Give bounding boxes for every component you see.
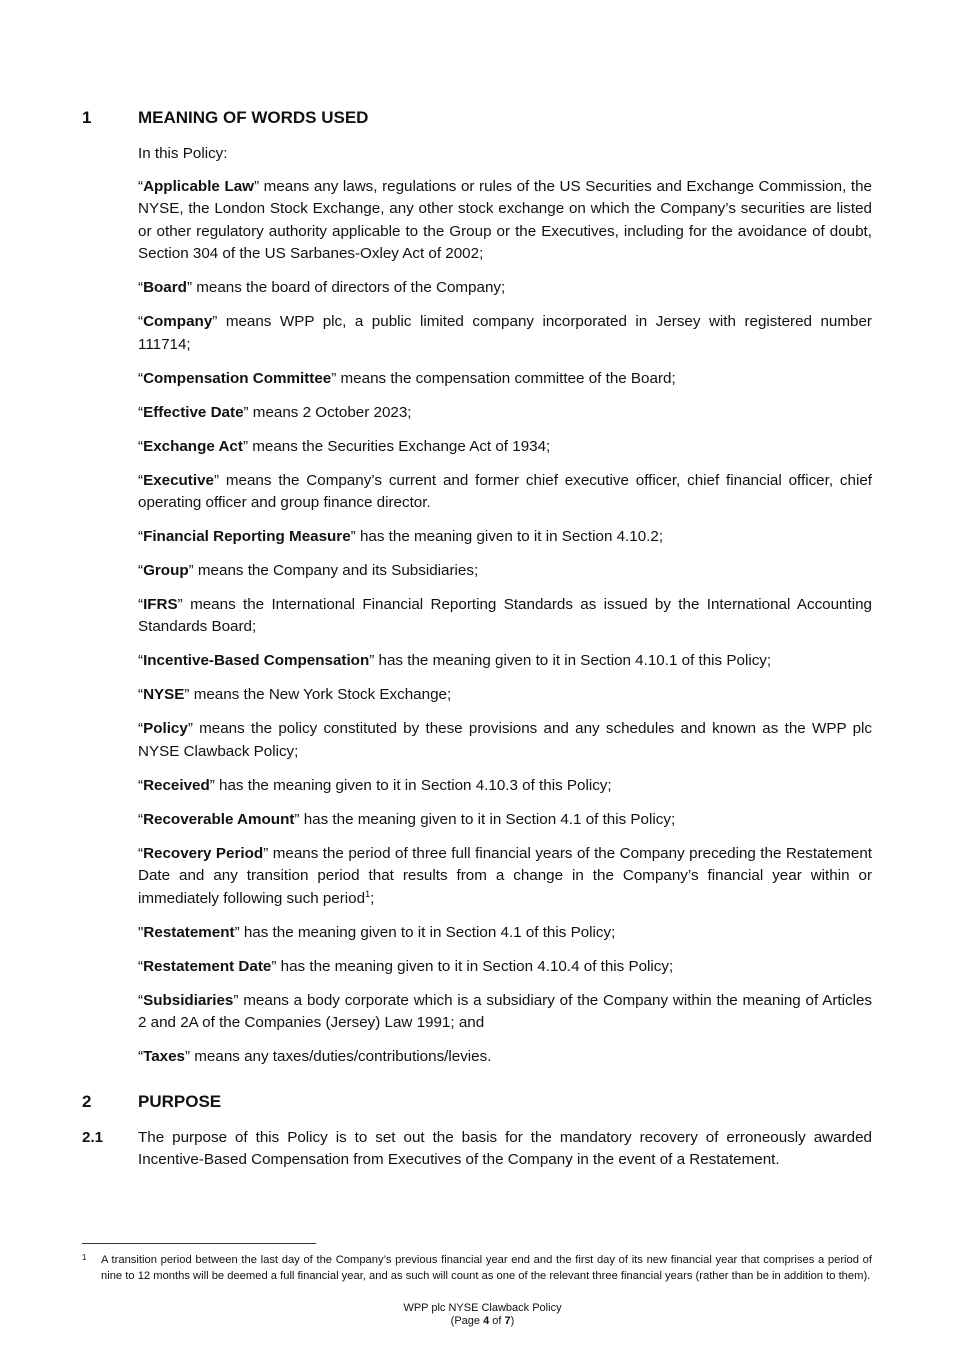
definition-compensation-committee: “Compensation Committee” means the compensation committee of the Board;: [138, 369, 676, 387]
page-footer: [0, 1302, 965, 1328]
term: Group: [143, 562, 189, 580]
definition-executive: “Executive” means the Company’s current and former chief executive officer, chief financial officer, chief operating officer and group finance director.: [138, 471, 872, 512]
footnote-reference[interactable]: 1: [365, 888, 371, 899]
term: Restatement Date: [143, 957, 272, 975]
section-2-number: 2: [82, 1092, 92, 1111]
clause-2-1: [82, 1127, 872, 1172]
definition-group: “Group” means the Company and its Subsidiaries;: [138, 562, 479, 580]
clause-number: 2.1: [82, 1129, 104, 1146]
term: Restatement: [143, 923, 235, 941]
section-2-heading: [82, 1092, 221, 1112]
definition-financial-reporting-measure: “Financial Reporting Measure” has the meaning given to it in Section 4.10.2;: [138, 528, 664, 546]
term: Recoverable Amount: [143, 810, 295, 828]
section-1-title: MEANING OF WORDS USED: [138, 108, 369, 127]
definition-company: “Company” means WPP plc, a public limited company incorporated in Jersey with registered number 111714;: [138, 313, 872, 353]
definition-recovery-period: “Recovery Period” means the period of three full financial years of the Company preceding the Restatement Date and any transition period that results from a change in the Company’s financial year within or immediately following such period$^1$;: [138, 844, 872, 907]
definition-recoverable-amount: “Recoverable Amount” has the meaning given to it in Section 4.1 of this Policy;: [138, 810, 676, 828]
term: Subsidiaries: [143, 991, 234, 1009]
section-1-intro: In this Policy:: [138, 145, 228, 162]
footnote-text: A transition period between the last day of the Company’s previous financial year end and the first day of its new financial year that comprises a period of nine to 12 months will be deemed a full financial year, and as such will count as one of the relevant three financial years (rather than be in addition to them).: [101, 1254, 872, 1282]
definition-incentive-based-compensation: “Incentive-Based Compensation” has the meaning given to it in Section 4.10.1 of this Policy;: [138, 652, 772, 670]
definition-taxes: “Taxes” means any taxes/duties/contributions/levies.: [138, 1048, 492, 1066]
definition-restatement: "Restatement” has the meaning given to it in Section 4.1 of this Policy;: [138, 923, 616, 941]
definition-received: “Received” has the meaning given to it in Section 4.10.3 of this Policy;: [138, 776, 612, 794]
footnote: [82, 1252, 872, 1284]
footer-title: WPP plc NYSE Clawback Policy: [403, 1302, 562, 1314]
term: Incentive-Based Compensation: [143, 652, 370, 670]
definition-nyse: “NYSE” means the New York Stock Exchange;: [138, 686, 452, 704]
definition-board: “Board” means the board of directors of the Company;: [138, 279, 506, 297]
definition-applicable-law: “Applicable Law” means any laws, regulations or rules of the US Securities and Exchange Commission, the NYSE, the London Stock Exchange, any other stock exchange on which the Company’s securities are listed or other regulatory authority applicable to the Group or the Executives, including for the avoidance of doubt, Section 304 of the US Sarbanes-Oxley Act of 2002;: [138, 178, 873, 263]
term: Received: [143, 776, 210, 794]
definitions-list: [138, 176, 872, 1080]
definition-policy: “Policy” means the policy constituted by these provisions and any schedules and known as the WPP plc NYSE Clawback Policy;: [138, 720, 872, 760]
term: Company: [143, 313, 213, 331]
definition-effective-date: “Effective Date” means 2 October 2023;: [138, 403, 412, 421]
term: Board: [143, 279, 187, 297]
term: Compensation Committee: [143, 369, 332, 387]
term: Applicable Law: [143, 178, 254, 195]
definition-exchange-act: “Exchange Act” means the Securities Exchange Act of 1934;: [138, 437, 551, 455]
term: Executive: [143, 471, 214, 489]
page-number: (Page 4 of 7): [450, 1315, 515, 1327]
term: Policy: [143, 720, 188, 738]
footnote-separator: [82, 1243, 316, 1244]
term: Taxes: [143, 1048, 185, 1066]
term: NYSE: [143, 686, 185, 704]
term: IFRS: [143, 596, 178, 614]
footnote-mark: 1: [82, 1253, 87, 1262]
definition-ifrs: “IFRS” means the International Financial Reporting Standards as issued by the International Accounting Standards Board;: [138, 596, 872, 636]
definition-restatement-date: “Restatement Date” has the meaning given to it in Section 4.10.4 of this Policy;: [138, 957, 674, 975]
term: Effective Date: [143, 403, 244, 421]
term: Financial Reporting Measure: [143, 528, 351, 546]
clause-text: The purpose of this Policy is to set out the basis for the mandatory recovery of erroneously awarded Incentive-Based Compensation from Executives of the Company in the event of a Restatement.: [138, 1129, 872, 1169]
term: Exchange Act: [143, 437, 243, 455]
term: Recovery Period: [143, 844, 264, 862]
section-2-title: PURPOSE: [138, 1092, 222, 1111]
section-1-heading: [82, 108, 368, 128]
section-1-number: 1: [82, 108, 92, 127]
definition-subsidiaries: “Subsidiaries” means a body corporate which is a subsidiary of the Company within the meaning of Articles 2 and 2A of the Companies (Jersey) Law 1991; and: [138, 991, 872, 1032]
